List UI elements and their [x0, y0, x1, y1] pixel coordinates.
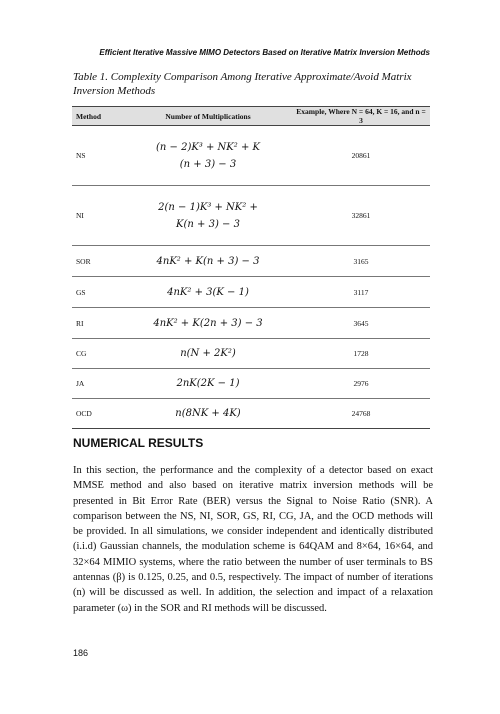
example-cell: 1728	[292, 339, 430, 369]
formula-cell: 2(n − 1)K³ + NK² + K(n + 3) − 3	[124, 186, 292, 246]
table-row	[72, 277, 430, 308]
table-row	[72, 308, 430, 339]
example-cell: 32861	[292, 186, 430, 246]
formula-cell: n(N + 2K²)	[124, 339, 292, 369]
example-cell: 24768	[292, 399, 430, 429]
table-row	[72, 339, 430, 369]
method-cell: OCD	[72, 399, 124, 429]
table-row	[72, 186, 430, 246]
formula-cell: 4nK² + 3(K − 1)	[124, 277, 292, 308]
example-cell: 2976	[292, 369, 430, 399]
method-cell: RI	[72, 308, 124, 339]
method-cell: GS	[72, 277, 124, 308]
complexity-table	[72, 106, 430, 429]
table-caption: Table 1. Complexity Comparison Among Iterative Approximate/Avoid Matrix Inversion Methods	[73, 71, 412, 97]
formula-cell: (n − 2)K³ + NK² + K (n + 3) − 3	[124, 126, 292, 186]
table-row	[72, 399, 430, 429]
method-cell: CG	[72, 339, 124, 369]
running-header: Efficient Iterative Massive MIMO Detectors Based on Iterative Matrix Inversion Methods	[99, 48, 430, 57]
header-example: Example, Where N = 64, K = 16, and n = 3	[292, 107, 430, 126]
table-row	[72, 246, 430, 277]
example-cell: 20861	[292, 126, 430, 186]
example-cell: 3117	[292, 277, 430, 308]
header-method: Method	[72, 107, 124, 126]
body-paragraph: In this section, the performance and the complexity of a detector based on exact MMSE method and also based on iterative matrix inversion methods will be presented in Bit Error Rate (BER) versus the Signal to Noise Ratio (SNR). A comparison between the NS, NI, SOR, GS, RI, CG, JA, and the OCD methods will be provided. In all simulations, we consider independent and identically distributed (i.i.d) Gaussian channels, the modulation scheme is 64QAM and 8×64, 16×64, and 32×64 MIMIO systems, where the ratio between the number of user terminals to BS antennas (β) is 0.125, 0.25, and 0.5, respectively. The impact of number of iterations (n) will be discussed as well. In addition, the selection and impact of a relaxation parameter (ω) in the SOR and RI methods will be discussed.	[73, 465, 433, 614]
section-title: NUMERICAL RESULTS	[73, 436, 204, 450]
example-cell: 3645	[292, 308, 430, 339]
example-cell: 3165	[292, 246, 430, 277]
table-row	[72, 369, 430, 399]
method-cell: SOR	[72, 246, 124, 277]
formula-cell: 4nK² + K(2n + 3) − 3	[124, 308, 292, 339]
table-row	[72, 126, 430, 186]
formula-cell: 4nK² + K(n + 3) − 3	[124, 246, 292, 277]
method-cell: JA	[72, 369, 124, 399]
method-cell: NI	[72, 186, 124, 246]
formula-cell: 2nK(2K − 1)	[124, 369, 292, 399]
page-number: 186	[73, 648, 89, 658]
header-multiplications: Number of Multiplications	[124, 107, 292, 126]
method-cell: NS	[72, 126, 124, 186]
table-header-row	[72, 107, 430, 126]
formula-cell: n(8NK + 4K)	[124, 399, 292, 429]
